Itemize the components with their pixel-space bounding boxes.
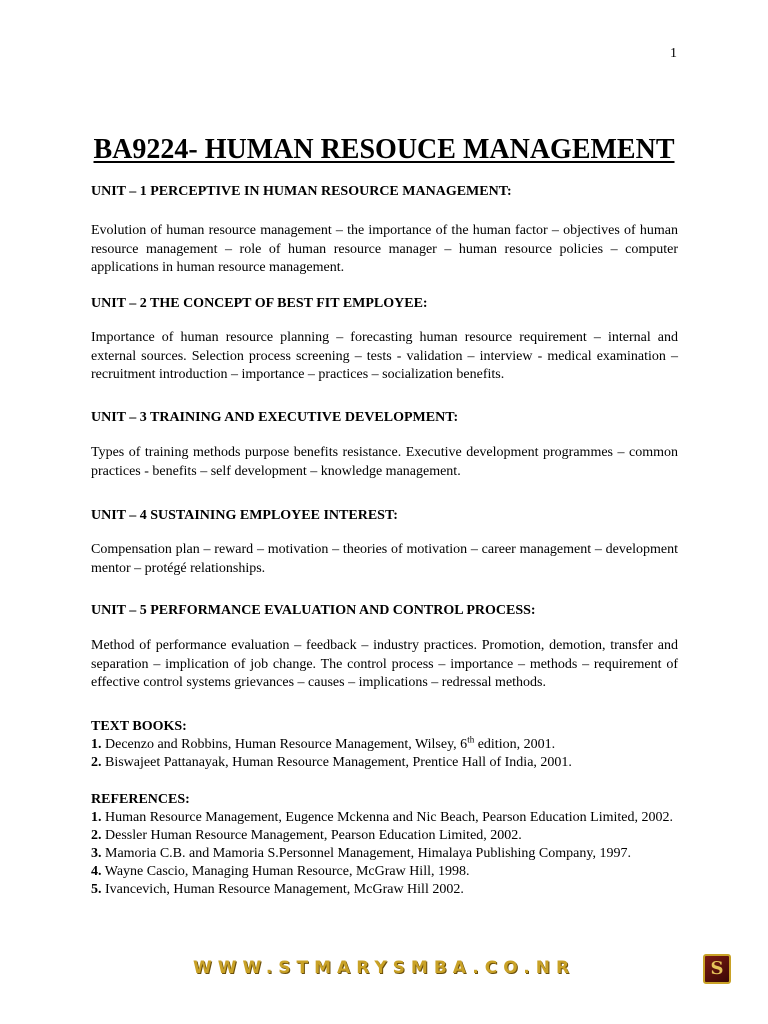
unit-1-heading: UNIT – 1 PERCEPTIVE IN HUMAN RESOURCE MANAGEMENT: xyxy=(91,184,512,199)
reference-text: Ivancevich, Human Resource Management, McGraw Hill 2002. xyxy=(101,882,464,897)
unit-5-body: Method of performance evaluation – feedback – industry practices. Promotion, demotion, transfer and separation – implication of job change. The control process – importance – methods – requirement of effective control systems grievances – causes – implications – redressal methods. xyxy=(91,638,678,690)
page-number: 1 xyxy=(670,46,677,61)
unit-5-heading: UNIT – 5 PERFORMANCE EVALUATION AND CONTROL PROCESS: xyxy=(91,603,536,618)
list-number: 2. xyxy=(91,755,102,770)
reference-item xyxy=(91,863,678,881)
footer-website-link[interactable]: WWW.STMARYSMBA.CO.NR xyxy=(192,958,576,978)
unit-2-body: Importance of human resource planning – forecasting human resource requirement – internal and external sources. Selection process screening – tests - validation – interview - medical examination – recruitment introduction – importance – practices – socialization benefits. xyxy=(91,330,678,382)
reference-item xyxy=(91,827,678,845)
references-title: REFERENCES: xyxy=(91,792,190,807)
reference-text: Mamoria C.B. and Mamoria S.Personnel Management, Himalaya Publishing Company, 1997. xyxy=(101,846,631,861)
unit-2-heading: UNIT – 2 THE CONCEPT OF BEST FIT EMPLOYEE: xyxy=(91,296,428,311)
reference-item xyxy=(91,845,678,863)
references-section xyxy=(91,791,678,899)
text-book-item xyxy=(91,754,678,772)
reference-item xyxy=(91,881,678,899)
superscript: th xyxy=(467,734,475,745)
text-books-title: TEXT BOOKS: xyxy=(91,719,187,734)
list-number: 1. xyxy=(91,810,102,825)
list-number: 2. xyxy=(91,828,102,843)
text-book-text: Decenzo and Robbins, Human Resource Management, Wilsey, 6 xyxy=(101,737,468,752)
unit-4-heading: UNIT – 4 SUSTAINING EMPLOYEE INTEREST: xyxy=(91,508,398,523)
text-book-text: Biswajeet Pattanayak, Human Resource Management, Prentice Hall of India, 2001. xyxy=(101,755,572,770)
reference-item xyxy=(91,809,678,827)
unit-3-heading: UNIT – 3 TRAINING AND EXECUTIVE DEVELOPMENT: xyxy=(91,410,459,425)
unit-3-body: Types of training methods purpose benefits resistance. Executive development programmes – common practices - benefits – self development – knowledge management. xyxy=(91,445,678,479)
logo-letter: S xyxy=(710,958,724,979)
text-books-section xyxy=(91,718,678,772)
reference-text: Human Resource Management, Eugence Mckenna and Nic Beach, Pearson Education Limited, 2002. xyxy=(101,810,673,825)
list-number: 5. xyxy=(91,882,102,897)
unit-4-body: Compensation plan – reward – motivation – theories of motivation – career management – development mentor – protégé relationships. xyxy=(91,542,678,576)
list-number: 1. xyxy=(91,737,102,752)
reference-text: Dessler Human Resource Management, Pearson Education Limited, 2002. xyxy=(101,828,522,843)
list-number: 3. xyxy=(91,846,102,861)
list-number: 4. xyxy=(91,864,102,879)
document-title xyxy=(0,134,768,166)
text-book-text-end: edition, 2001. xyxy=(474,737,556,752)
document-title-text: BA9224- HUMAN RESOUCE MANAGEMENT xyxy=(93,134,675,165)
unit-1-body: Evolution of human resource management – the importance of the human factor – objectives of human resource management – role of human resource manager – human resource policies – computer applications in human resource management. xyxy=(91,223,678,275)
text-book-item xyxy=(91,736,678,754)
reference-text: Wayne Cascio, Managing Human Resource, McGraw Hill, 1998. xyxy=(101,864,470,879)
logo-icon xyxy=(703,954,731,984)
